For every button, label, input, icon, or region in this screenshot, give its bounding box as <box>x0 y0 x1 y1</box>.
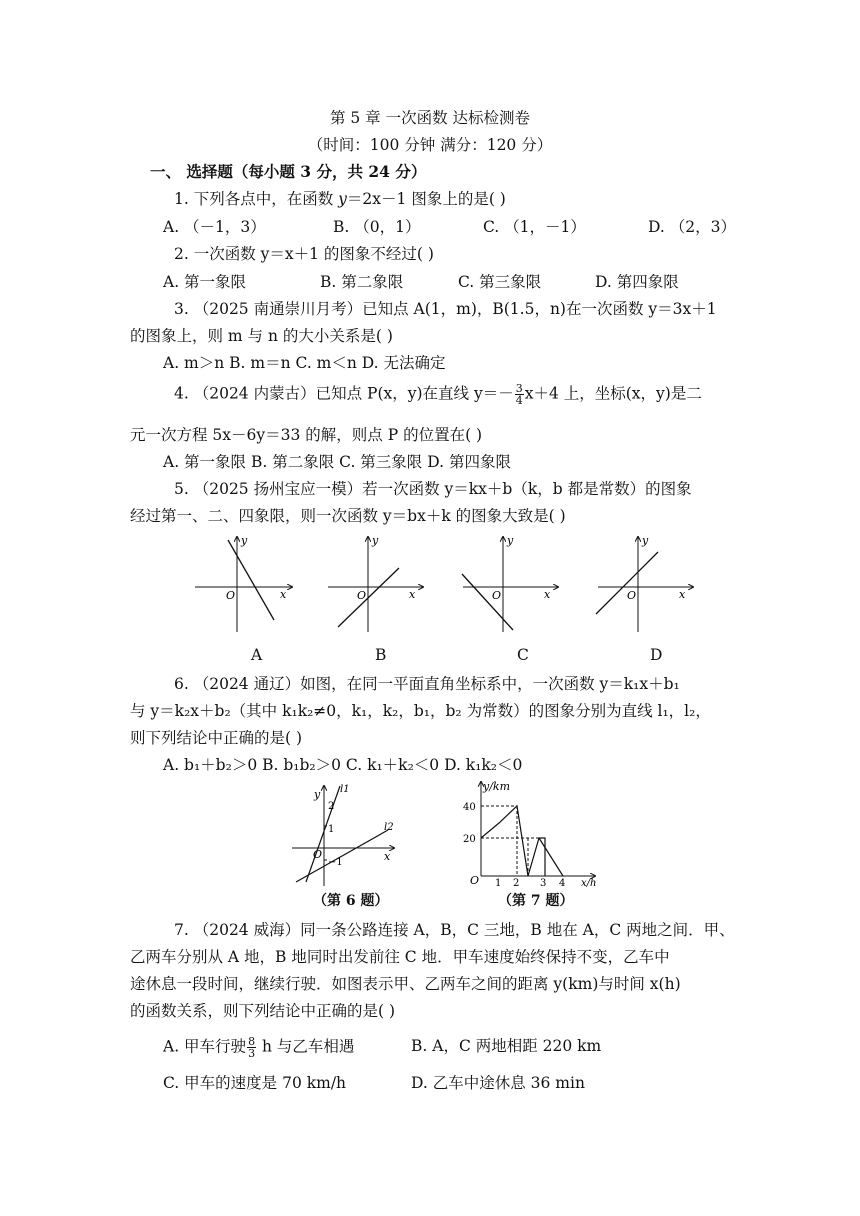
q1-option-d: D. （2，3） <box>648 218 736 236</box>
axis-label-x: x <box>679 588 686 601</box>
origin-label: O <box>470 874 480 887</box>
question-5-line2: 经过第一、二、四象限，则一次函数 y＝bx＋k 的图象大致是( ) <box>130 507 566 525</box>
tick-1: 1 <box>328 824 335 835</box>
q1-option-a: A. （－1，3） <box>163 218 266 236</box>
question-5-line1: 5. （2025 扬州宝应一模）若一次函数 y＝kx＋b（k，b 都是常数）的图象 <box>174 480 692 498</box>
question-2-stem: 2. 一次函数 y＝x＋1 的图象不经过( ) <box>174 245 434 263</box>
tick-40: 40 <box>463 802 476 813</box>
figure-6 <box>288 780 400 888</box>
tick-x3: 3 <box>540 878 547 889</box>
question-7-line1: 7. （2024 威海）同一条公路连接 A，B，C 三地，B 地在 A，C 两地之间．甲、 <box>174 921 735 939</box>
fraction: $\frac{8}{3}$ <box>248 1035 256 1060</box>
axis-label-y: y <box>507 534 514 547</box>
origin-label: O <box>357 589 367 602</box>
question-4-line1: 4. （2024 内蒙古）已知点 P(x，y)在直线 y＝－ $\frac{3}{4}$ x＋4 上，坐标(x，y)是二 <box>174 382 702 407</box>
axis-label-y: y <box>372 534 379 547</box>
axis-label-x: x <box>280 588 287 601</box>
origin-label: O <box>313 848 323 861</box>
question-3-line1: 3. （2025 南通崇川月考）已知点 A(1，m)，B(1.5，n)在一次函数 y＝3x＋1 <box>174 300 717 318</box>
question-6-line3: 则下列结论中正确的是( ) <box>130 729 303 747</box>
q7-option-d: D. 乙车中途休息 36 min <box>411 1074 585 1092</box>
q4-options: A. 第一象限 B. 第二象限 C. 第三象限 D. 第四象限 <box>163 453 511 471</box>
question-7-line2: 乙两车分别从 A 地，B 地同时出发前往 C 地．甲车速度始终保持不变，乙车中 <box>130 948 670 966</box>
axis-label-y: y <box>642 534 649 547</box>
question-7-line4: 的函数关系，则下列结论中正确的是( ) <box>130 1002 396 1020</box>
axis-label-y: y <box>241 534 248 547</box>
label-l2: l2 <box>384 822 394 833</box>
q5-graphs <box>190 532 710 637</box>
graph-label-a: A <box>251 646 263 664</box>
axis-label-x: x <box>544 588 551 601</box>
question-6-line2: 与 y＝k₂x＋b₂（其中 k₁k₂≠0，k₁，k₂，b₁，b₂ 为常数）的图象分别为直线 l₁，l₂， <box>130 702 711 720</box>
q2-option-c: C. 第三象限 <box>458 273 542 291</box>
q5-graph-d <box>596 534 693 632</box>
svg-text:x: x <box>384 850 391 863</box>
q5-graph-c <box>462 534 558 632</box>
tick-neg1: −1 <box>328 857 343 868</box>
question-7-line3: 途休息一段时间，继续行驶．如图表示甲、乙两车之间的距离 y(km)与时间 x(h) <box>130 975 681 993</box>
figure-7 <box>455 778 605 890</box>
tick-x1: 1 <box>495 878 502 889</box>
axis-label-x: x <box>409 588 416 601</box>
page-title: 第 5 章 一次函数 达标检测卷 <box>329 109 531 127</box>
distance-polyline <box>481 806 545 876</box>
q6-options: A. b₁＋b₂＞0 B. b₁b₂＞0 C. k₁＋k₂＜0 D. k₁k₂＜0 <box>163 756 523 774</box>
q1-option-c: C. （1，－1） <box>483 218 586 236</box>
y-axis-label: y/km <box>483 780 511 793</box>
line-l2 <box>296 830 388 882</box>
question-3-line2: 的图象上，则 m 与 n 的大小关系是( ) <box>130 327 393 345</box>
tick-20: 20 <box>463 834 476 845</box>
q5-graph-b <box>328 534 423 632</box>
origin-label: O <box>492 589 502 602</box>
q1-option-b: B. （0，1） <box>333 218 421 236</box>
graph-label-b: B <box>375 646 387 664</box>
q2-option-b: B. 第二象限 <box>320 273 404 291</box>
figure-6-caption: （第 6 题） <box>313 893 389 909</box>
tick-x2: 2 <box>513 878 520 889</box>
origin-label: O <box>627 589 637 602</box>
q7-option-a: A. 甲车行驶 $\frac{8}{3}$ h 与乙车相遇 <box>163 1035 355 1060</box>
q5-graph-a <box>195 534 292 632</box>
figure-7-caption: （第 7 题） <box>498 893 574 909</box>
graph-label-c: C <box>517 646 529 664</box>
question-6-line1: 6. （2024 通辽）如图，在同一平面直角坐标系中，一次函数 y＝k₁x＋b₁ <box>174 675 680 693</box>
section-heading: 一、 选择题（每小题 3 分，共 24 分） <box>150 162 427 181</box>
q2-option-a: A. 第一象限 <box>163 273 247 291</box>
x-axis-label: x/h <box>581 878 597 889</box>
svg-text:y: y <box>314 788 321 801</box>
fraction: $\frac{3}{4}$ <box>515 382 523 407</box>
graph-label-d: D <box>650 646 663 664</box>
q2-option-d: D. 第四象限 <box>595 273 679 291</box>
origin-label: O <box>226 589 236 602</box>
q7-option-c: C. 甲车的速度是 70 km/h <box>163 1074 347 1092</box>
tick-2: 2 <box>328 801 335 812</box>
question-4-line2: 元一次方程 5x－6y＝33 的解，则点 P 的位置在( ) <box>130 426 483 444</box>
exam-info: （时间：100 分钟 满分：120 分） <box>307 136 553 154</box>
label-l1: l1 <box>340 784 350 795</box>
tick-x4: 4 <box>559 878 566 889</box>
question-1-stem: 1. 下列各点中，在函数 y＝2x－1 图象上的是( ) <box>174 190 506 208</box>
q7-option-b: B. A，C 两地相距 220 km <box>411 1037 602 1055</box>
q3-options: A. m＞n B. m＝n C. m＜n D. 无法确定 <box>163 354 446 372</box>
